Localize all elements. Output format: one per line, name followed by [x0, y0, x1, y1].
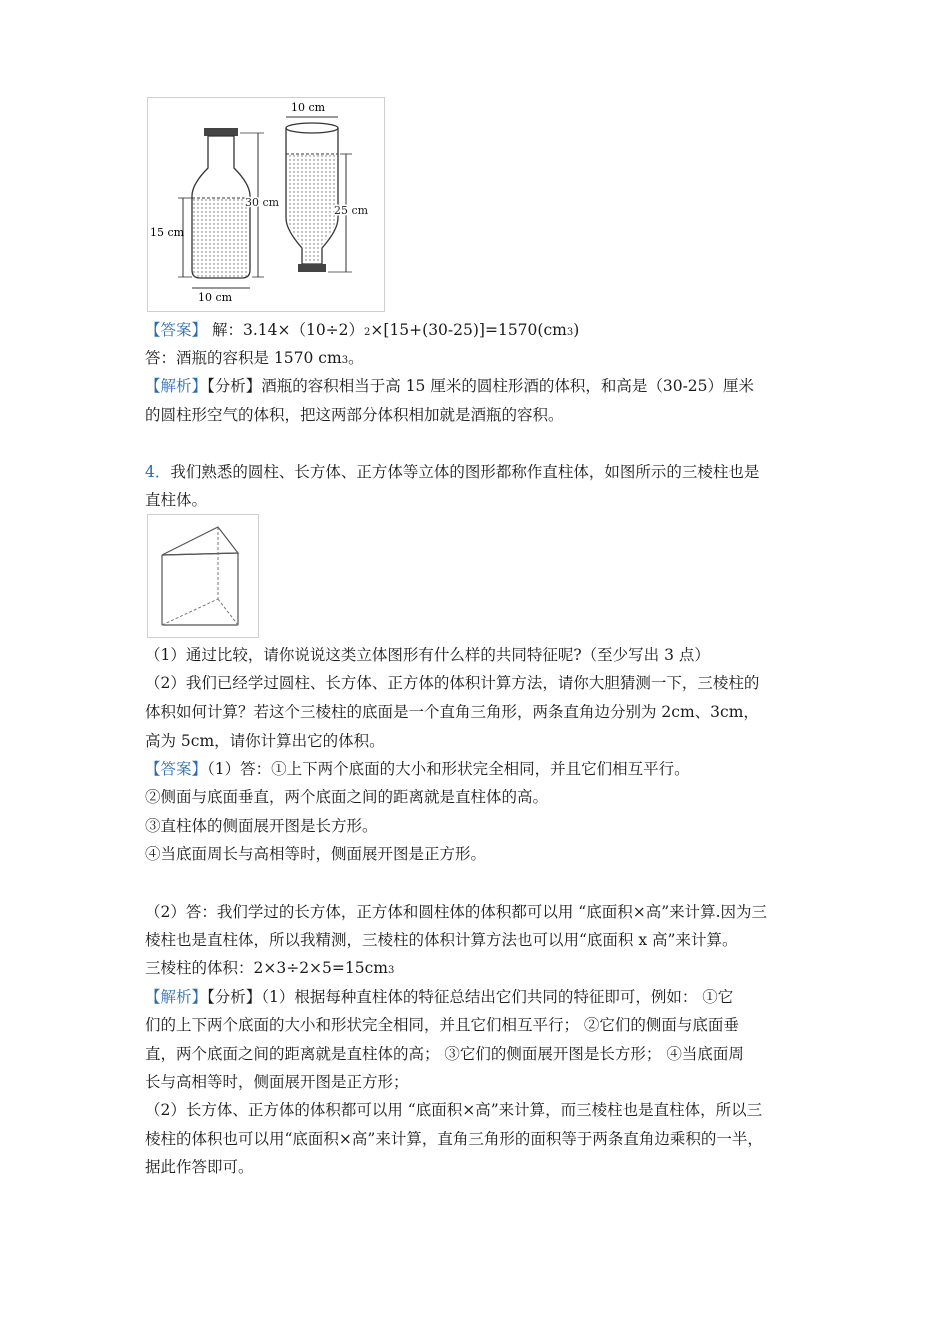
prism-figure	[147, 514, 259, 638]
analysis-tag: 【解析】	[145, 377, 208, 395]
bottle-liquid	[193, 198, 249, 277]
q4-answer-p2-line2: 棱柱也是直柱体，所以我精测，三棱柱的体积计算方法也可以用“底面积 x 高”来计算。	[145, 931, 738, 949]
q3-analysis-line1: 【解析】【分析】酒瓶的容积相当于高 15 厘米的圆柱形酒的体积，和高是（30-25）厘米	[145, 377, 755, 395]
q4-stem-line2: 直柱体。	[145, 491, 208, 509]
q4-sub2-line3: 高为 5cm，请你计算出它的体积。	[145, 732, 385, 750]
answer-tag: 【答案】	[145, 321, 208, 339]
answer-tag: 【答案】	[145, 760, 208, 778]
inverted-bottle-liquid	[287, 154, 337, 218]
analysis-tag: 【解析】	[145, 988, 208, 1006]
label-30cm: 30 cm	[245, 196, 280, 209]
label-15cm: 15 cm	[150, 226, 185, 239]
q4-answer-p2-line3: 三棱柱的体积：2×3÷2×5=15cm3	[145, 959, 395, 977]
q4-sub2-line1: （2）我们已经学过圆柱、长方体、正方体的体积计算方法，请你大胆猜测一下，三棱柱的	[145, 674, 760, 692]
q4-analysis-line4: 长与高相等时，侧面展开图是正方形；	[145, 1073, 409, 1091]
q4-analysis-line2: 们的上下两个底面的大小和形状完全相同，并且它们相互平行； ②它们的侧面与底面垂	[145, 1016, 739, 1034]
q4-answer-line1: 【答案】（1）答：①上下两个底面的大小和形状完全相同，并且它们相互平行。	[145, 760, 690, 778]
bottle-figure	[147, 97, 385, 312]
question-number: 4．	[145, 463, 171, 481]
label-25cm: 25 cm	[334, 204, 369, 217]
bottle-diagram	[148, 98, 384, 311]
q4-stem-line1: 4．我们熟悉的圆柱、长方体、正方体等立体的图形都称作直柱体，如图所示的三棱柱也是	[145, 463, 760, 481]
q3-answer-conclusion: 答：酒瓶的容积是 1570 cm3。	[145, 349, 364, 367]
prism-diagram	[148, 515, 258, 637]
q4-answer-line4: ④当底面周长与高相等时，侧面展开图是正方形。	[145, 845, 487, 863]
q4-analysis-line6: 棱柱的体积也可以用“底面积×高”来计算，直角三角形的面积等于两条直角边乘积的一半，	[145, 1130, 763, 1148]
q4-analysis-line5: （2）长方体、正方体的体积都可以用 “底面积×高”来计算，而三棱柱也是直柱体，所以三	[145, 1101, 763, 1119]
label-10cm-bottom: 10 cm	[198, 291, 233, 304]
q4-answer-line3: ③直柱体的侧面展开图是长方形。	[145, 817, 378, 835]
q4-sub1: （1）通过比较，请你说说这类立体图形有什么样的共同特征呢?（至少写出 3 点）	[145, 646, 710, 664]
q4-analysis-line3: 直，两个底面之间的距离就是直柱体的高； ③它们的侧面展开图是长方形； ④当底面周	[145, 1045, 744, 1063]
q3-analysis-line2: 的圆柱形空气的体积，把这两部分体积相加就是酒瓶的容积。	[145, 406, 564, 424]
label-10cm-top: 10 cm	[291, 101, 326, 114]
q3-answer-line	[145, 320, 579, 343]
bottle-cap	[204, 128, 238, 136]
q4-answer-line2: ②侧面与底面垂直，两个底面之间的距离就是直柱体的高。	[145, 788, 549, 806]
q4-analysis-line1: 【解析】【分析】（1）根据每种直柱体的特征总结出它们共同的特征即可，例如： ①它	[145, 988, 734, 1006]
inverted-bottle-cap	[298, 264, 326, 272]
q4-analysis-line7: 据此作答即可。	[145, 1158, 254, 1176]
answer-expression: 解：3.14×（10÷2）2×[15+(30-25)]=1570(cm3)	[211, 321, 580, 339]
q4-sub2-line2: 体积如何计算？若这个三棱柱的底面是一个直角三角形，两条直角边分别为 2cm、3cm，	[145, 703, 759, 721]
q4-answer-p2-line1: （2）答：我们学过的长方体，正方体和圆柱体的体积都可以用 “底面积×高”来计算.因为三	[145, 903, 768, 921]
